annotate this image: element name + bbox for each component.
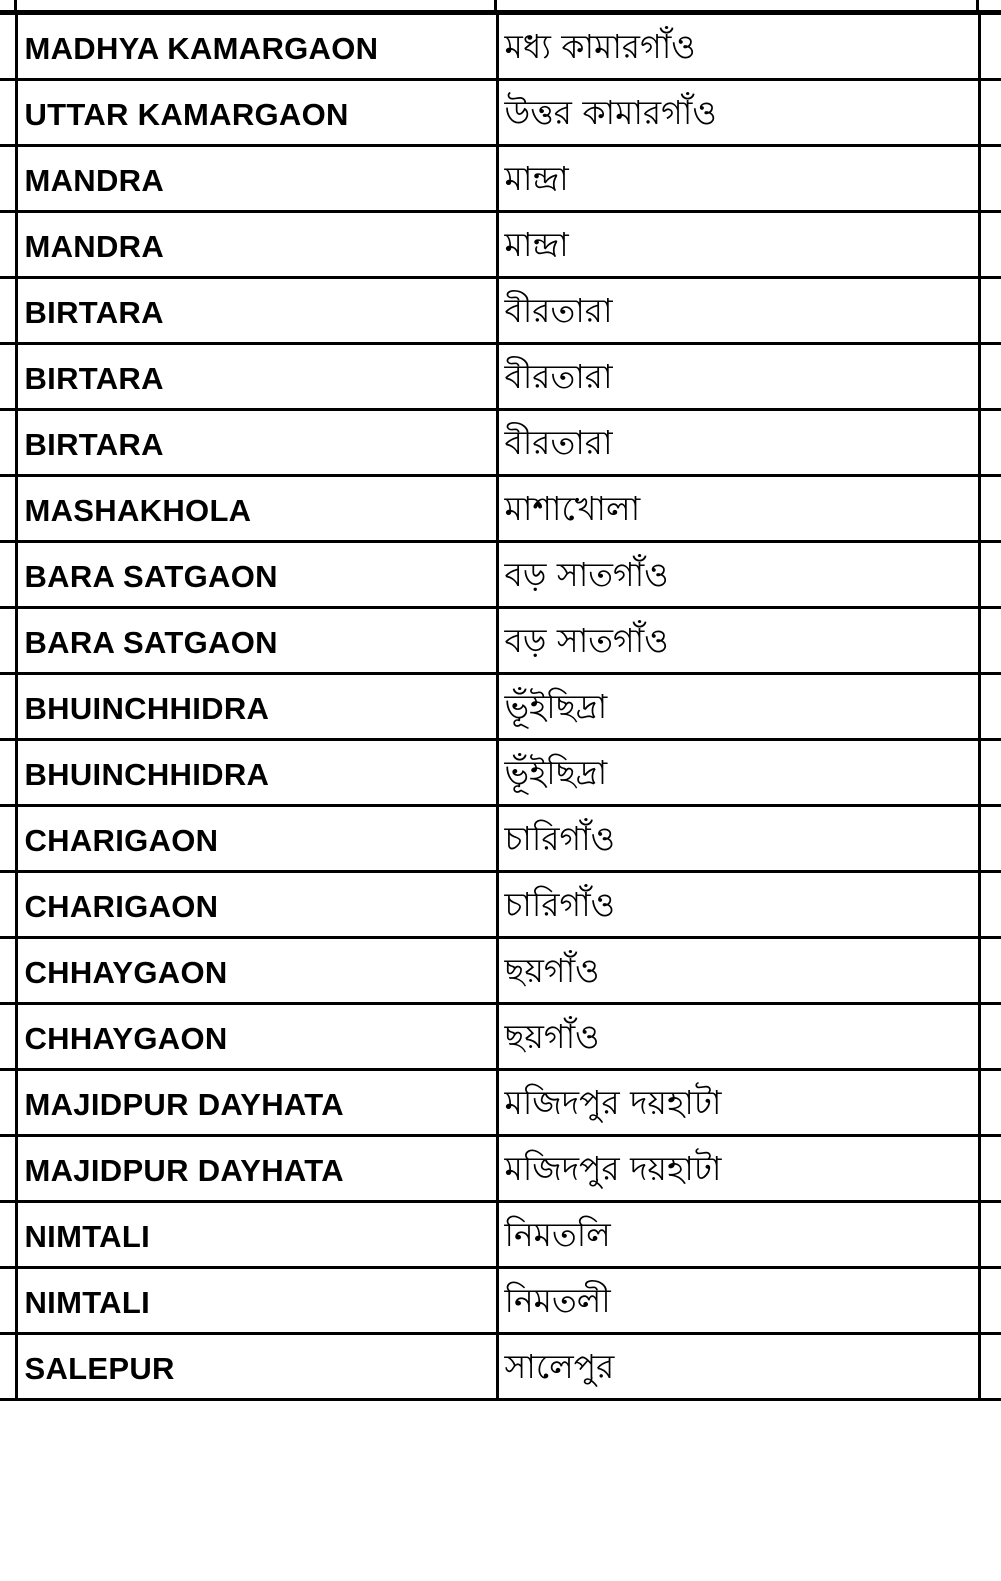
bengali-name-cell: বীরতারা (497, 278, 979, 344)
table-row (0, 476, 1001, 542)
bengali-name-cell: ছয়গাঁও (497, 938, 979, 1004)
bengali-name-cell: মান্দ্রা (497, 146, 979, 212)
english-name-cell: BARA SATGAON (16, 608, 497, 674)
table-row (0, 1004, 1001, 1070)
english-name-cell: BHUINCHHIDRA (16, 740, 497, 806)
english-name-cell: CHARIGAON (16, 806, 497, 872)
english-name-cell: SALEPUR (16, 1334, 497, 1400)
table-row (0, 1202, 1001, 1268)
row-margin-cell (0, 278, 16, 344)
row-margin-cell (0, 938, 16, 1004)
bengali-name-cell: ভূঁইছিদ্রা (497, 740, 979, 806)
bengali-name-cell: নিমতলী (497, 1268, 979, 1334)
table-row (0, 212, 1001, 278)
english-name-cell: CHARIGAON (16, 872, 497, 938)
row-trailing-cell (979, 608, 1001, 674)
table-row (0, 806, 1001, 872)
row-trailing-cell (979, 740, 1001, 806)
english-name-cell: NIMTALI (16, 1202, 497, 1268)
row-trailing-cell (979, 1268, 1001, 1334)
bengali-name-cell: মাশাখোলা (497, 476, 979, 542)
row-margin-cell (0, 146, 16, 212)
english-name-cell: BIRTARA (16, 410, 497, 476)
table-row (0, 872, 1001, 938)
bengali-name-cell: মধ্য কামারগাঁও (497, 14, 979, 80)
english-name-cell: MANDRA (16, 146, 497, 212)
row-margin-cell (0, 806, 16, 872)
row-margin-cell (0, 212, 16, 278)
table-row (0, 80, 1001, 146)
village-name-table (0, 12, 1001, 1401)
row-margin-cell (0, 1070, 16, 1136)
row-trailing-cell (979, 872, 1001, 938)
row-trailing-cell (979, 1334, 1001, 1400)
row-margin-cell (0, 80, 16, 146)
row-margin-cell (0, 740, 16, 806)
row-margin-cell (0, 1202, 16, 1268)
row-margin-cell (0, 476, 16, 542)
english-name-cell: MAJIDPUR DAYHATA (16, 1136, 497, 1202)
row-margin-cell (0, 14, 16, 80)
row-trailing-cell (979, 542, 1001, 608)
table-row (0, 608, 1001, 674)
row-margin-cell (0, 1004, 16, 1070)
english-name-cell: UTTAR KAMARGAON (16, 80, 497, 146)
english-name-cell: CHHAYGAON (16, 938, 497, 1004)
row-trailing-cell (979, 476, 1001, 542)
english-name-cell: MAJIDPUR DAYHATA (16, 1070, 497, 1136)
bengali-name-cell: চারিগাঁও (497, 806, 979, 872)
bengali-name-cell: বড় সাতগাঁও (497, 608, 979, 674)
table-row (0, 14, 1001, 80)
bengali-name-cell: মজিদপুর দয়হাটা (497, 1136, 979, 1202)
row-trailing-cell (979, 278, 1001, 344)
row-trailing-cell (979, 938, 1001, 1004)
row-trailing-cell (979, 410, 1001, 476)
row-margin-cell (0, 1136, 16, 1202)
row-trailing-cell (979, 1202, 1001, 1268)
table-row (0, 1070, 1001, 1136)
row-margin-cell (0, 608, 16, 674)
bengali-name-cell: সালেপুর (497, 1334, 979, 1400)
english-name-cell: MASHAKHOLA (16, 476, 497, 542)
row-margin-cell (0, 674, 16, 740)
row-margin-cell (0, 542, 16, 608)
table-row (0, 542, 1001, 608)
row-margin-cell (0, 1334, 16, 1400)
row-trailing-cell (979, 1136, 1001, 1202)
table-row (0, 146, 1001, 212)
row-trailing-cell (979, 806, 1001, 872)
english-name-cell: BIRTARA (16, 278, 497, 344)
bengali-name-cell: বড় সাতগাঁও (497, 542, 979, 608)
english-name-cell: MANDRA (16, 212, 497, 278)
row-margin-cell (0, 1268, 16, 1334)
english-name-cell: CHHAYGAON (16, 1004, 497, 1070)
table-row (0, 410, 1001, 476)
row-trailing-cell (979, 146, 1001, 212)
bengali-name-cell: উত্তর কামারগাঁও (497, 80, 979, 146)
row-margin-cell (0, 344, 16, 410)
row-trailing-cell (979, 80, 1001, 146)
table-row (0, 1136, 1001, 1202)
table-row (0, 938, 1001, 1004)
bengali-name-cell: বীরতারা (497, 344, 979, 410)
table-row (0, 1334, 1001, 1400)
bengali-name-cell: ভূঁইছিদ্রা (497, 674, 979, 740)
bengali-name-cell: বীরতারা (497, 410, 979, 476)
table-row (0, 674, 1001, 740)
table-row (0, 740, 1001, 806)
bengali-name-cell: চারিগাঁও (497, 872, 979, 938)
row-margin-cell (0, 872, 16, 938)
english-name-cell: NIMTALI (16, 1268, 497, 1334)
english-name-cell: BARA SATGAON (16, 542, 497, 608)
english-name-cell: MADHYA KAMARGAON (16, 14, 497, 80)
row-trailing-cell (979, 212, 1001, 278)
table-row (0, 278, 1001, 344)
bengali-name-cell: নিমতলি (497, 1202, 979, 1268)
table-body (0, 14, 1001, 1400)
bengali-name-cell: ছয়গাঁও (497, 1004, 979, 1070)
table-row (0, 1268, 1001, 1334)
row-margin-cell (0, 410, 16, 476)
table-row (0, 344, 1001, 410)
row-trailing-cell (979, 674, 1001, 740)
row-trailing-cell (979, 14, 1001, 80)
row-trailing-cell (979, 1004, 1001, 1070)
english-name-cell: BHUINCHHIDRA (16, 674, 497, 740)
row-trailing-cell (979, 1070, 1001, 1136)
bengali-name-cell: মান্দ্রা (497, 212, 979, 278)
bengali-name-cell: মজিদপুর দয়হাটা (497, 1070, 979, 1136)
row-trailing-cell (979, 344, 1001, 410)
english-name-cell: BIRTARA (16, 344, 497, 410)
